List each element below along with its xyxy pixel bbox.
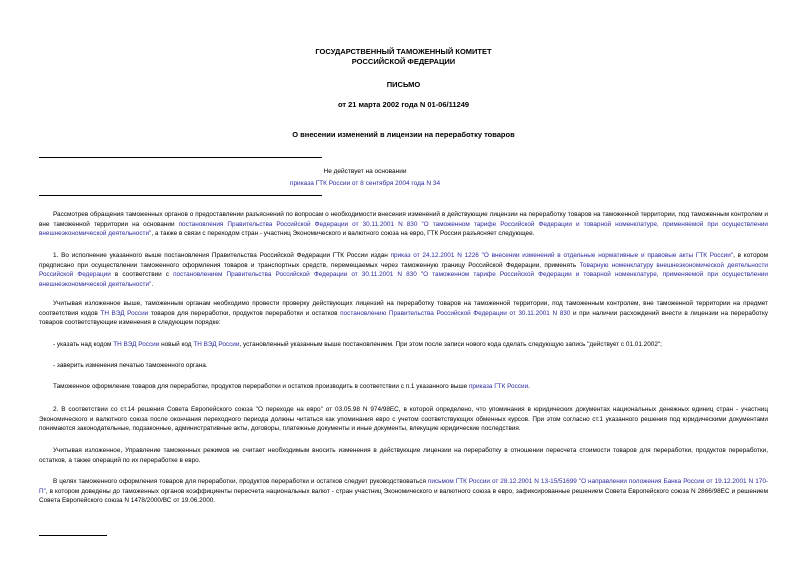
agency-name-line1: ГОСУДАРСТВЕННЫЙ ТАМОЖЕННЫЙ КОМИТЕТ [315,47,492,56]
list-item-code-text-b: новый код [159,341,194,348]
document-date-number: от 21 марта 2002 года N 01-06/11249 [337,100,470,109]
list-item-code [53,340,768,350]
list-item-code-text-a: - указать над кодом [53,341,114,348]
link-resolution-830[interactable]: постановления Правительства Российской Федерации от 30.11.2001 N 830 "О таможенном тарифе Российской Федерации и товарной номенклатуре, применяемой при осуществлении внешнеэкономической деятельности" [39,220,768,238]
link-tn-ved-3[interactable]: ТН ВЭД России [193,341,240,348]
status-note-link-line [100,178,630,190]
status-note-text: Не действует на основании [323,168,407,175]
divider-bottom [39,195,322,196]
paragraph-1-text-c: в соответствии с [110,271,174,279]
link-tn-ved-nomenclature[interactable]: Товарную номенклатуру внешнеэкономической деятельности Российской Федерации [39,261,768,279]
status-note-link[interactable]: приказа ГТК России от 8 сентября 2004 года N 34 [289,180,441,187]
document-subject: О внесении изменений в лицензии на переработку товаров [292,130,515,139]
document-type: ПИСЬМО [386,80,421,89]
divider-top [39,157,322,158]
paragraph-intro-text-a: Рассмотрев обращения таможенных органов о предоставлении разъяснений по вопросам о необходимости внесения изменений в действующие лицензии на переработку товаров на таможенной территории, под таможенным контролем и вне таможенной территории на основании [39,211,768,228]
link-gtk-order[interactable]: приказа ГТК России [468,383,529,390]
paragraph-conclusion: Учитывая изложенное, Управление таможенных режимов не считает необходимым вносить изменения в действующие лицензии на переработку в отношении пересчета стоимости товаров для переработки, продуктов переработки, остатков, а также операций по их переработке в евро. [39,447,768,464]
paragraph-2: 2. В соответствии со ст.14 решения Совета Европейского союза "О переходе на евро" от 03.05.98 N 974/98ЕС, в которой определено, что упоминания в юридических документах национальных денежных единиц стран - участниц Экономического и валютного союза после окончания переходного периода должны читаться как упоминания евро с учетом соответствующих обменных курсов. При этом согласно ст.1 указанного решения под юридическими документами понимаются законодательные, подзаконные, административные акты, договоры, платежные документы и иные документы, влекущие юридические последствия. [39,406,768,433]
paragraph-1-text-a: 1. Во исполнение указанного выше постановления Правительства Российской Федерации ГТК России издан [53,252,391,259]
paragraph-intro-text-b: , а также в связи с переходом стран - участниц Экономического и валютного союза на евро, ГТК России разъясняет следующее. [151,230,535,238]
paragraph-guidance-text-a: В целях таможенного оформления товаров для переработки, продуктов переработки и остатков следует руководствоваться [53,478,428,485]
link-resolution-830-2[interactable]: постановлением Правительства Российской Федерации от 30.11.2001 N 830 "О таможенном тарифе Российской Федерации и товарной номенклатуре, применяемой при осуществлении внешнеэкономической деятельности" [39,271,768,288]
paragraph-check-text-a: Учитывая изложенное выше, таможенным органам необходимо провести проверку действующих лицензий на переработку товаров на таможенной территории, под таможенным контролем, вне таможенной территории на предмет соответствия кодов [39,300,768,317]
paragraph-check-text-c: и при наличии расхождений внести в лицензии на переработку товаров соответствующие изменения в следующем порядке: [39,309,769,327]
paragraph-1-text-b: , в котором предписано при осуществлении таможенного оформления товаров и транспортных средств, перемещаемых через таможенную границу Российской Федерации, применять [39,252,768,269]
link-letter-13-15-51699[interactable]: письмом ГТК России от 28.12.2001 N 13-15/51699 "О направлении положения Банка России от 19.12.2001 N 170-П" [39,478,769,495]
paragraph-intro [39,210,768,239]
paragraph-check-text-b: товаров для переработки, продуктов переработки и остатков [148,309,341,317]
paragraph-clearance-text-a: Таможенное оформление товаров для переработки, продуктов переработки и остатков производить в соответствии с п.1 указанного выше [53,383,469,390]
link-tn-ved-2[interactable]: ТН ВЭД России [113,341,160,348]
paragraph-clearance [53,382,768,392]
paragraph-1-text-d: . [151,280,154,288]
paragraph-guidance-text-b: , в котором доведены до таможенных органов коэффициенты пересчета национальных валют - стран участниц Экономического и валютного союза в евро, зафиксированные решением Совета Европейского союза N 2866/98ЕС и решением Совета Европейского союза N 1478/2000/ВС от 19.06.2000. [39,487,768,505]
list-item-stamp: - заверить изменения печатью таможенного органа. [53,362,208,369]
paragraph-clearance-text-b: . [528,383,530,390]
agency-name-line2: РОССИЙСКОЙ ФЕДЕРАЦИИ [351,57,456,66]
link-resolution-830-3[interactable]: постановлению Правительства Российской Федерации от 30.11.2001 N 830 [340,309,571,317]
footnote-divider [39,535,107,536]
list-item-code-text-c: , установленный указанным выше постановлением. При этом после записи нового кода сделать следующую запись "действует с 01.01.2002"; [239,341,662,348]
link-order-1226[interactable]: приказ от 24.12.2001 N 1226 "О внесении изменений в отдельные нормативные и правовые акты ГТК России" [390,252,734,259]
paragraph-1 [39,251,768,289]
paragraph-check [39,299,768,328]
link-tn-ved-1[interactable]: ТН ВЭД России [100,309,149,317]
paragraph-guidance [39,477,768,506]
